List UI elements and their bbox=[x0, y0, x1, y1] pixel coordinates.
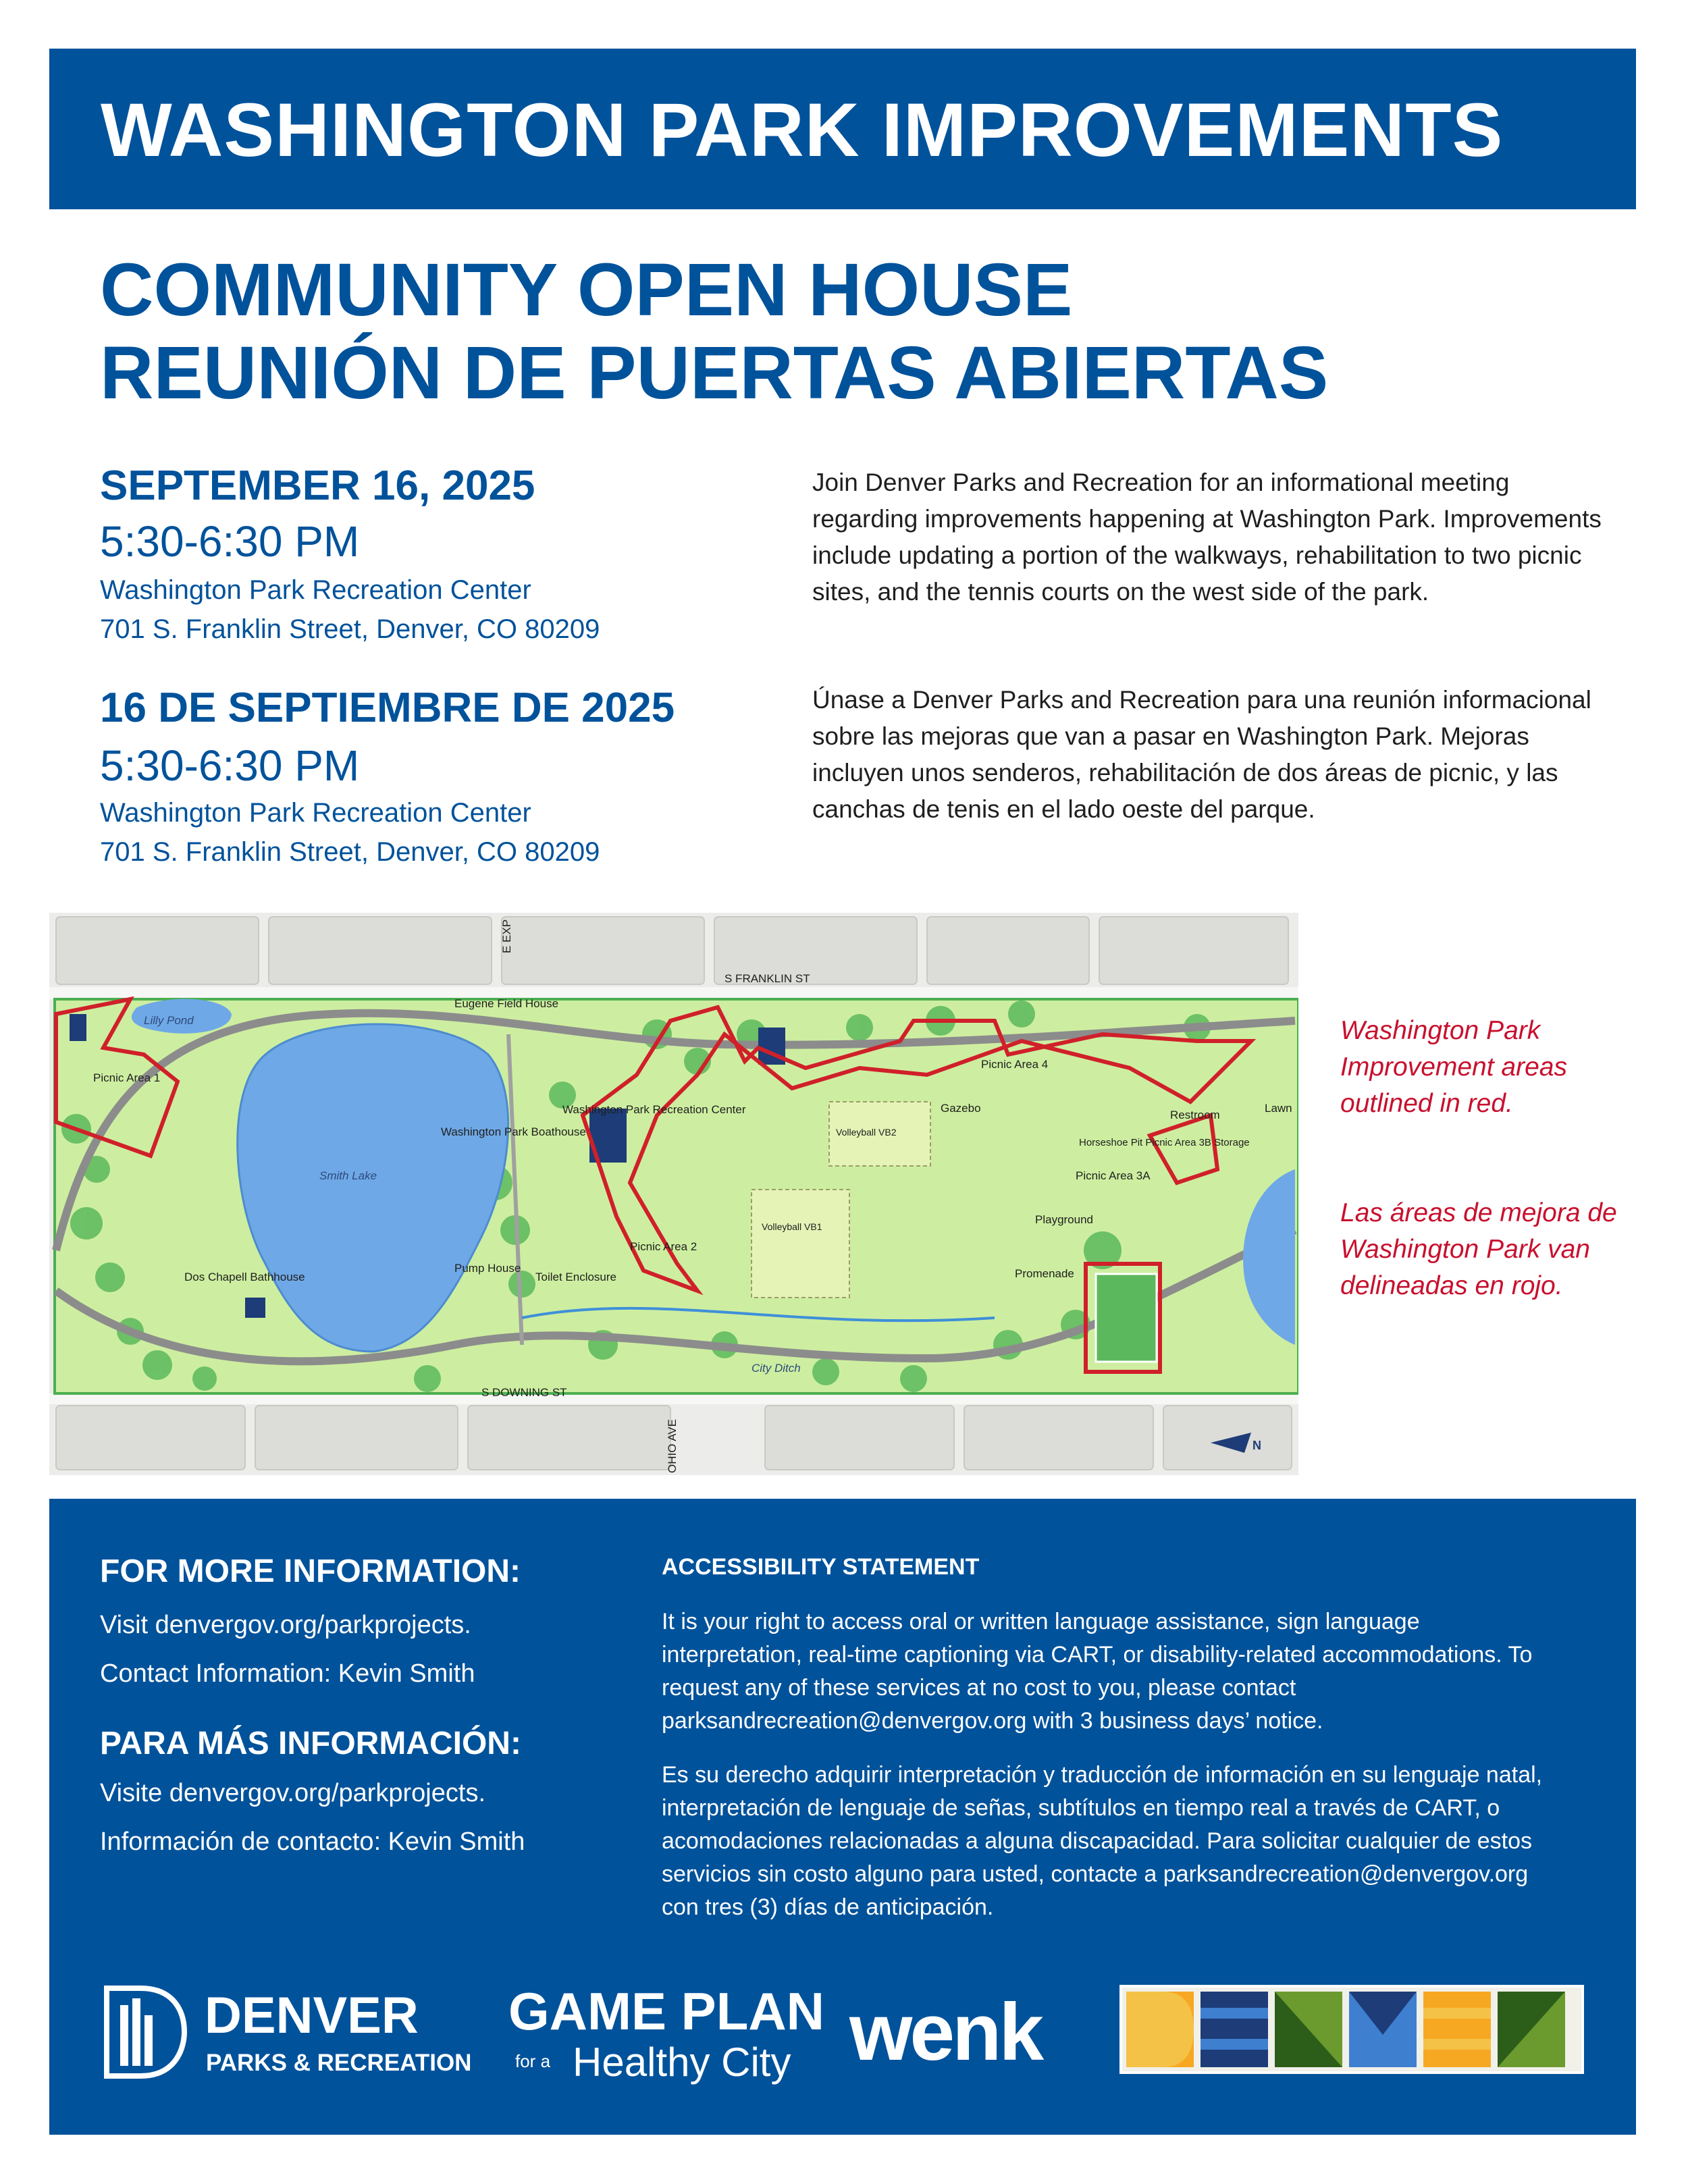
label-volleyvb2: Volleyball VB2 bbox=[836, 1127, 897, 1138]
label-promenade: Promenade bbox=[1015, 1267, 1074, 1280]
label-gazebo: Gazebo bbox=[941, 1102, 981, 1115]
event-time-en: 5:30-6:30 PM bbox=[100, 517, 360, 566]
event-date-en: SEPTEMBER 16, 2025 bbox=[100, 462, 535, 509]
wenk-logo: wenk bbox=[849, 1987, 1042, 2077]
label-picnic2: Picnic Area 2 bbox=[630, 1240, 697, 1253]
label-eugene: Eugene Field House bbox=[454, 997, 559, 1010]
label-picnic4: Picnic Area 4 bbox=[981, 1058, 1049, 1071]
headline-english: COMMUNITY OPEN HOUSE bbox=[100, 248, 1073, 331]
denver-logo-text: DENVER bbox=[205, 1987, 419, 2044]
banner-title: WASHINGTON PARK IMPROVEMENTS bbox=[101, 88, 1504, 172]
label-franklin: S FRANKLIN ST bbox=[724, 972, 810, 985]
title-banner bbox=[49, 49, 1636, 209]
label-cityditch: City Ditch bbox=[751, 1362, 801, 1375]
franklin-street bbox=[49, 987, 1298, 999]
contact-es: Información de contacto: Kevin Smith bbox=[100, 1828, 525, 1856]
event-address-es: 701 S. Franklin Street, Denver, CO 80209 bbox=[100, 837, 600, 867]
label-volleyvb1: Volleyball VB1 bbox=[762, 1221, 822, 1232]
label-smith: Smith Lake bbox=[319, 1169, 377, 1182]
healthy-city-text: Healthy City bbox=[573, 2040, 791, 2085]
game-plan-logo bbox=[508, 1981, 826, 2085]
event-date-es: 16 DE SEPTIEMBRE DE 2025 bbox=[100, 685, 675, 731]
label-horseshoe: Horseshoe Pit Picnic Area 3B Storage bbox=[1079, 1137, 1250, 1148]
denver-colorful-letters bbox=[1122, 1988, 1581, 2071]
label-lilly: Lilly Pond bbox=[144, 1014, 194, 1027]
headline-spanish: REUNIÓN DE PUERTAS ABIERTAS bbox=[100, 331, 1329, 415]
denver-d-icon bbox=[100, 1985, 188, 2079]
denver-colorful-logo bbox=[1119, 1985, 1584, 2074]
visit-link-es[interactable]: Visite denvergov.org/parkprojects. bbox=[100, 1779, 486, 1807]
description-english: Join Denver Parks and Recreation for an informational meeting regarding improvements happening at Washington Park. Improvements include updating a portion of the walkways, rehabilitation to two picnic sites, and the tennis courts on the west side of the park. bbox=[812, 469, 1602, 606]
map-caption-spanish: Las áreas de mejora de Washington Park van delineadas en rojo. bbox=[1340, 1198, 1617, 1300]
accessibility-english: It is your right to access oral or written language assistance, sign language interpretation, real-time captioning via CART, or disability-related accommodations. To request any of these services at no cost to you, please contact parksandrecreation@denvergov.org with 3 business days’ notice. bbox=[662, 1609, 1533, 1734]
label-reccenter: Washington Park Recreation Center bbox=[562, 1103, 746, 1116]
accessibility-title: ACCESSIBILITY STATEMENT bbox=[662, 1554, 980, 1580]
event-address-en: 701 S. Franklin Street, Denver, CO 80209 bbox=[100, 614, 600, 644]
label-pumphouse: Pump House bbox=[454, 1262, 521, 1275]
game-plan-text: GAME PLAN bbox=[508, 1981, 824, 2041]
event-venue-es: Washington Park Recreation Center bbox=[100, 798, 531, 828]
volleyball-vb1 bbox=[751, 1190, 849, 1298]
contact-en: Contact Information: Kevin Smith bbox=[100, 1659, 475, 1688]
city-blocks-top bbox=[56, 917, 1288, 984]
game-plan-for-text: for a bbox=[515, 2051, 551, 2071]
label-playground: Playground bbox=[1035, 1213, 1094, 1226]
more-info-heading-es: PARA MÁS INFORMACIÓN: bbox=[100, 1726, 521, 1761]
info-footer bbox=[49, 1499, 1636, 2135]
visit-link-en[interactable]: Visit denvergov.org/parkprojects. bbox=[100, 1611, 471, 1639]
label-ohio: OHIO AVE bbox=[666, 1419, 679, 1473]
parks-rec-logo-text: PARKS & RECREATION bbox=[206, 2050, 472, 2076]
label-north: N bbox=[1252, 1439, 1261, 1452]
label-restroom: Restroom bbox=[1170, 1109, 1220, 1121]
tennis-courts bbox=[1096, 1274, 1157, 1362]
description-spanish: Únase a Denver Parks and Recreation para una reunión informacional sobre las mejoras que van a pasar en Washington Park. Mejoras incluyen unos senderos, rehabilitación de dos áreas de picnic, y las canchas de tenis en el lado oeste del parque. bbox=[812, 686, 1591, 823]
label-boathouse: Washington Park Boathouse bbox=[441, 1125, 586, 1138]
downing-street bbox=[49, 1393, 1298, 1404]
label-downing: S DOWNING ST bbox=[481, 1386, 567, 1399]
event-venue-en: Washington Park Recreation Center bbox=[100, 575, 531, 605]
label-picnic1: Picnic Area 1 bbox=[93, 1071, 161, 1084]
park-map bbox=[49, 913, 1298, 1475]
accessibility-spanish: Es su derecho adquirir interpretación y traducción de información en su lenguaje natal, interpretación de lenguaje de señas, subtítulos en tiempo real a través de CART, o acomodaciones relacionadas a alguna discapacidad. Para solicitar cualquier de estos servicios sin costo alguno para usted, contacte a parksandrecreation@denvergov.org con tres (3) días de anticipación. bbox=[662, 1762, 1543, 1920]
event-time-es: 5:30-6:30 PM bbox=[100, 741, 360, 790]
label-exposition: E EXP bbox=[500, 919, 513, 953]
more-info-heading-en: FOR MORE INFORMATION: bbox=[100, 1553, 521, 1589]
label-toilet: Toilet Enclosure bbox=[535, 1271, 617, 1283]
denver-parks-logo bbox=[100, 1985, 478, 2079]
label-doschapell: Dos Chapell Bathhouse bbox=[184, 1271, 305, 1283]
label-picnic3a: Picnic Area 3A bbox=[1076, 1169, 1151, 1182]
map-caption-english: Washington Park Improvement areas outlined in red. bbox=[1340, 1016, 1567, 1118]
label-lawn: Lawn bbox=[1265, 1102, 1292, 1115]
